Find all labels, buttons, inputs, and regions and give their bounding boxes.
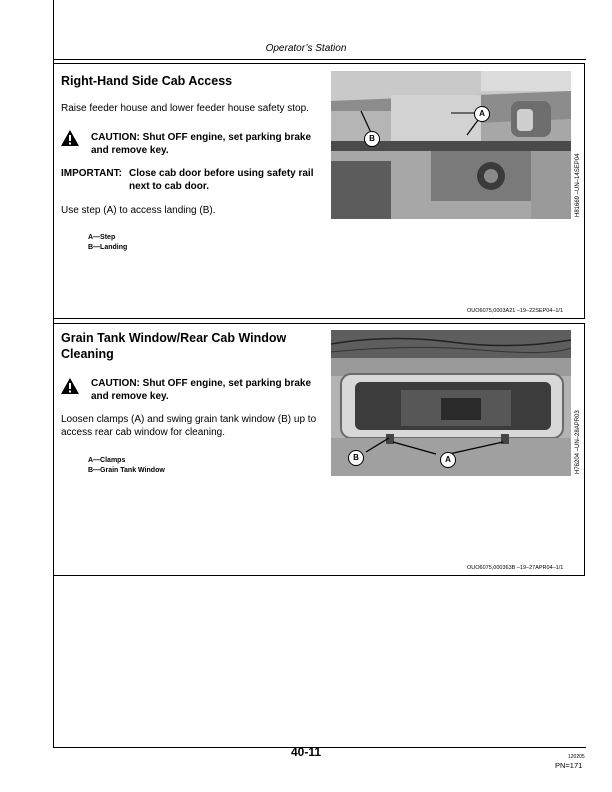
important-label: IMPORTANT:: [61, 168, 122, 179]
section-code: OUO6075,0003A21 –19–22SEP04–1/1: [467, 308, 564, 314]
figure-legend: [88, 233, 127, 253]
title-line: Cleaning: [61, 347, 114, 361]
figure-id: H81669 –UN–14SEP04: [575, 153, 581, 217]
callout-b: B: [348, 450, 364, 466]
callout-b: B: [364, 131, 380, 147]
page-number: 40-11: [290, 745, 322, 759]
instruction-line: Loosen clamps (A) and swing grain tank window (B) up to: [61, 414, 317, 425]
legend-item: A—Clamps: [88, 457, 126, 464]
section-title: Right-Hand Side Cab Access: [61, 74, 233, 88]
warning-icon: [60, 377, 80, 395]
figure-legend: [88, 456, 165, 476]
cab-access-photo: [331, 71, 571, 219]
legend-item: B—Landing: [88, 244, 128, 251]
instruction-line: access rear cab window for cleaning.: [61, 427, 225, 438]
warning-icon: [60, 129, 80, 147]
header-rule: [53, 59, 586, 60]
caution-line: and remove key.: [91, 145, 169, 156]
caution-text: [91, 131, 311, 157]
grain-tank-window-photo: [331, 330, 571, 476]
instruction-text: [61, 413, 316, 439]
callout-a: A: [440, 452, 456, 468]
caution-line: and remove key.: [91, 391, 169, 402]
figure-id: H76204 –UN–28APR03: [575, 410, 581, 474]
caution-line: CAUTION: Shut OFF engine, set parking brake: [91, 132, 312, 143]
important-line: next to cab door.: [129, 181, 210, 192]
footer-pn: PN=171: [555, 761, 583, 770]
instruction-text: Use step (A) to access landing (B).: [61, 205, 216, 216]
intro-text: Raise feeder house and lower feeder house safety stop.: [61, 103, 309, 114]
page-header: Operator’s Station: [265, 43, 347, 54]
legend-item: A—Step: [88, 234, 116, 241]
caution-text: [91, 377, 311, 403]
title-line: Grain Tank Window/Rear Cab Window: [61, 331, 287, 345]
legend-item: B—Grain Tank Window: [88, 467, 165, 474]
important-text: [129, 167, 314, 193]
section-code: OUO6075,000363B –19–27APR04–1/1: [467, 565, 564, 571]
footer-code: 120205: [568, 754, 585, 760]
caution-line: CAUTION: Shut OFF engine, set parking brake: [91, 378, 312, 389]
callout-a: A: [474, 106, 490, 122]
section-title: [61, 330, 286, 362]
important-line: Close cab door before using safety rail: [129, 168, 314, 179]
